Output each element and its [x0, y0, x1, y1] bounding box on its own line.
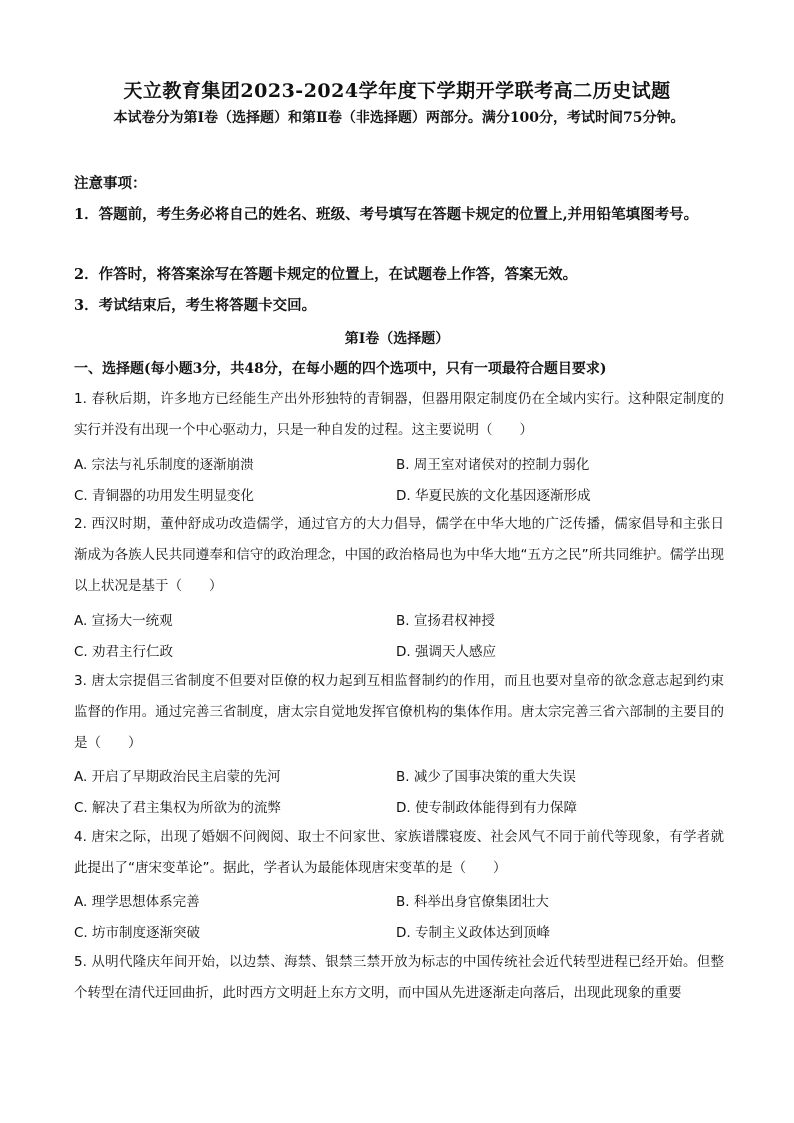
exam-intro: 本试卷分为第Ⅰ卷（选择题）和第Ⅱ卷（非选择题）两部分。满分100分，考试时间75分钟。 [113, 110, 685, 126]
question-2-option-c: C. 劝君主行仁政 [74, 644, 174, 660]
question-2-option-a: A. 宣扬大一统观 [74, 613, 173, 629]
question-3-option-a: A. 开启了早期政治民主启蒙的先河 [74, 769, 281, 785]
question-2-stem: 2. 西汉时期，董仲舒成功改造儒学，通过官方的大力倡导，儒学在中华大地的广泛传播，儒家倡导和主张日渐成为各族人民共同遵奉和信守的政治理念，中国的政治格局也为中华大地“五方之民”所共同维护。儒学出现以上状况是基于（ ） [74, 516, 724, 594]
question-1-stem: 1. 春秋后期，许多地方已经能生产出外形独特的青铜器，但器用限定制度仍在全域内实行。这种限定制度的实行并没有出现一个中心驱动力，只是一种自发的过程。这主要说明（ ） [74, 391, 724, 438]
question-3-option-d: D. 使专制政体能得到有力保障 [396, 800, 577, 816]
question-2-option-d: D. 强调天人感应 [396, 644, 496, 660]
question-4-option-c: C. 坊市制度逐渐突破 [74, 925, 201, 941]
question-1-option-d: D. 华夏民族的文化基因逐渐形成 [396, 488, 591, 504]
question-1-option-a: A. 宗法与礼乐制度的逐渐崩溃 [74, 457, 254, 473]
part1-title: 第Ⅰ卷（选择题） [344, 331, 450, 347]
question-1-option-b: B. 周王室对诸侯对的控制力弱化 [396, 457, 590, 473]
question-3-stem: 3. 唐太宗提倡三省制度不但要对臣僚的权力起到互相监督制约的作用，而且也要对皇帝的欲念意志起到约束监督的作用。通过完善三省制度，唐太宗自觉地发挥官僚机构的集体作用。唐太宗完善三省六部制的主要目的是（ ） [74, 673, 724, 751]
question-2-option-b: B. 宣扬君权神授 [396, 613, 495, 629]
note-item-1: 1．答题前，考生务必将自己的姓名、班级、考号填写在答题卡规定的位置上,并用铅笔填图考号。 [74, 206, 699, 223]
question-4-option-b: B. 科举出身官僚集团壮大 [396, 894, 549, 910]
question-4-option-d: D. 专制主义政体达到顶峰 [396, 925, 550, 941]
note-item-2: 2．作答时，将答案涂写在答题卡规定的位置上，在试题卷上作答，答案无效。 [74, 266, 578, 283]
section1-title: 一、选择题(每小题3分，共48分，在每小题的四个选项中，只有一项最符合题目要求) [74, 361, 607, 377]
exam-title: 天立教育集团2023-2024学年度下学期开学联考高二历史试题 [123, 80, 671, 102]
note-item-3: 3．考试结束后，考生将答题卡交回。 [74, 297, 317, 314]
notes-heading: 注意事项： [74, 175, 147, 192]
question-4-option-a: A. 理学思想体系完善 [74, 894, 200, 910]
question-3-option-c: C. 解决了君主集权为所欲为的流弊 [74, 800, 282, 816]
question-1-option-c: C. 青铜器的功用发生明显变化 [74, 488, 255, 504]
question-5-stem: 5. 从明代隆庆年间开始，以边禁、海禁、银禁三禁开放为标志的中国传统社会近代转型进程已经开始。但整个转型在清代迂回曲折，此时西方文明赶上东方文明，而中国从先进逐渐走向落后，出现此现象的重要 [74, 954, 724, 1001]
question-4-stem: 4. 唐宋之际，出现了婚姻不问阀阅、取士不问家世、家族谱牒寝废、社会风气不同于前代等现象，有学者就此提出了“唐宋变革论”。据此，学者认为最能体现唐宋变革的是（ ） [74, 829, 724, 876]
question-3-option-b: B. 减少了国事决策的重大失误 [396, 769, 576, 785]
